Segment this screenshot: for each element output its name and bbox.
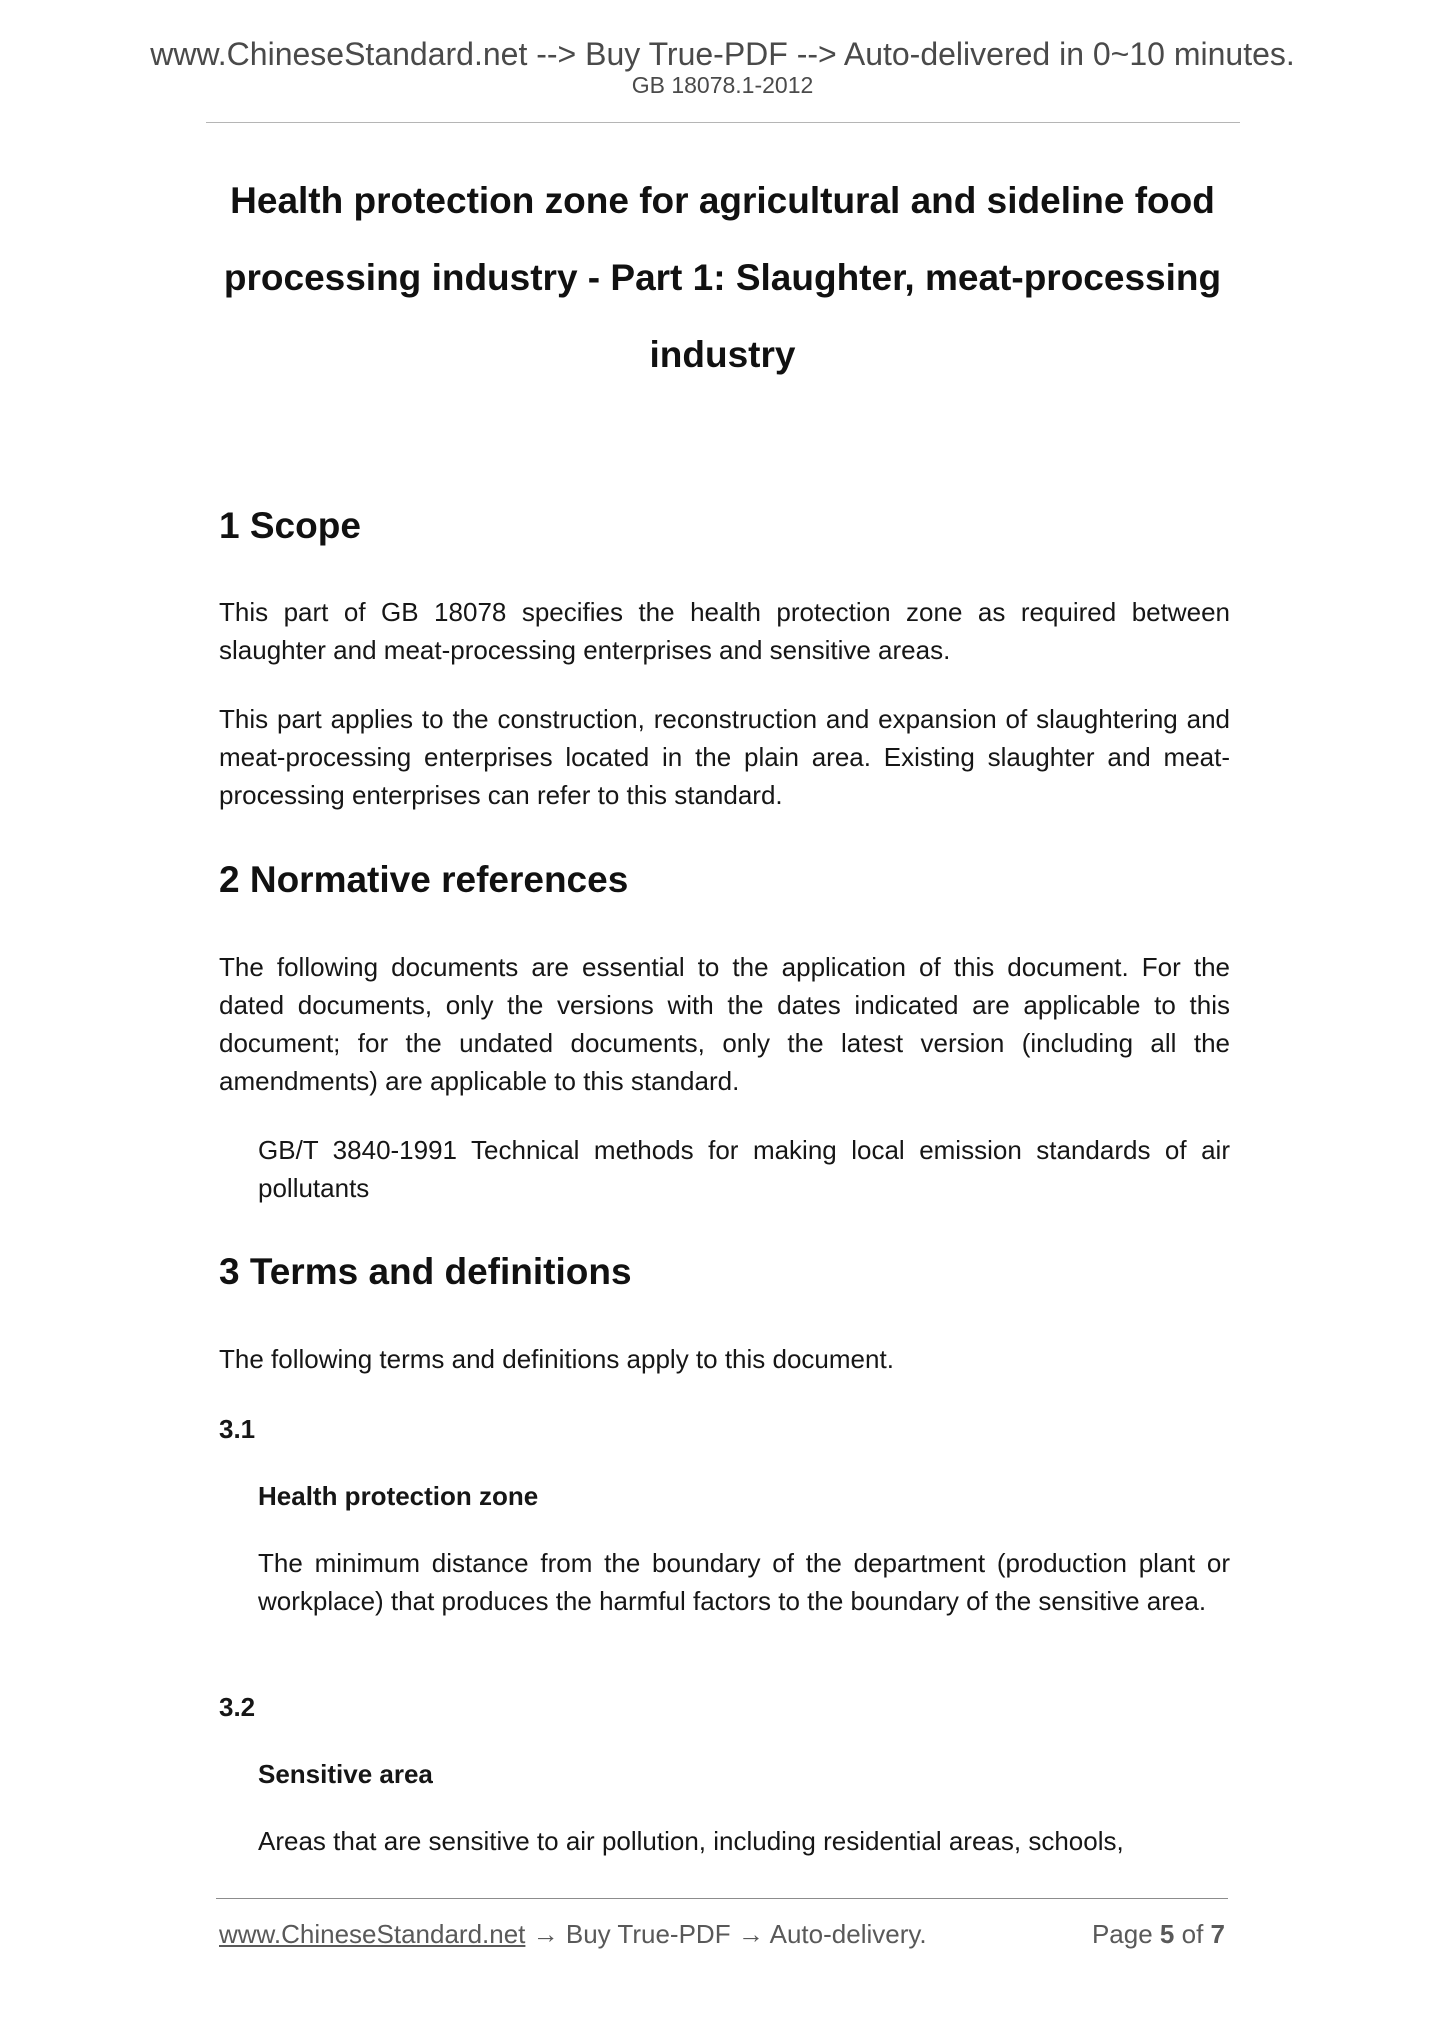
arrow-icon: → xyxy=(737,1919,764,1949)
clause-number-3-2: 3.2 xyxy=(219,1692,256,1722)
reference-item: GB/T 3840-1991 Technical methods for making local emission standards of air pollutants xyxy=(258,1135,1230,1203)
term-title-sensitive-area: Sensitive area xyxy=(258,1759,433,1789)
terms-intro: The following terms and definitions apply to this document. xyxy=(219,1344,894,1374)
page-of-label: of xyxy=(1181,1919,1204,1949)
footer-site-link[interactable]: www.ChineseStandard.net xyxy=(219,1919,526,1949)
term-definition-sensitive-area: Areas that are sensitive to air pollution, including residential areas, schools, xyxy=(258,1826,1124,1856)
page-current: 5 xyxy=(1159,1919,1175,1949)
page-indicator xyxy=(1092,1918,1225,1950)
page-total: 7 xyxy=(1210,1919,1225,1949)
scope-paragraph-2: This part applies to the construction, reconstruction and expansion of slaughtering and meat-processing enterprises located in the plain area. Existing slaughter and meat-processing enterprises can refer to this standard. xyxy=(219,704,1230,810)
footer-delivery-text: Auto-delivery. xyxy=(769,1919,927,1949)
section-heading-terms: 3 Terms and definitions xyxy=(219,1251,632,1292)
section-heading-normative-references: 2 Normative references xyxy=(219,859,629,900)
header-divider xyxy=(206,122,1240,123)
footer-divider xyxy=(216,1898,1228,1899)
references-intro: The following documents are essential to the application of this document. For the dated documents, only the versions with the dates indicated are applicable to this document; for the undated documents, only the latest version (including all the amendments) are applicable to this standard. xyxy=(219,952,1230,1096)
arrow-icon: → xyxy=(532,1919,559,1949)
scope-paragraph-1: This part of GB 18078 specifies the health protection zone as required between slaughter and meat-processing enterprises and sensitive areas. xyxy=(219,597,1230,665)
top-banner: www.ChineseStandard.net --> Buy True-PDF --> Auto-delivered in 0~10 minutes. xyxy=(150,36,1295,72)
page-title: Health protection zone for agricultural and sideline food processing industry - Part 1: Slaughter, meat-processing industry xyxy=(223,180,1222,375)
footer-promo xyxy=(219,1918,927,1950)
document-code: GB 18078.1-2012 xyxy=(631,72,814,98)
clause-number-3-1: 3.1 xyxy=(219,1414,256,1444)
page-label: Page xyxy=(1091,1919,1153,1949)
footer-buy-text: Buy True-PDF xyxy=(565,1919,731,1949)
section-heading-scope: 1 Scope xyxy=(219,505,361,546)
term-definition-health-protection-zone: The minimum distance from the boundary of the department (production plant or workplace) that produces the harmful factors to the boundary of the sensitive area. xyxy=(258,1548,1230,1616)
term-title-health-protection-zone: Health protection zone xyxy=(258,1481,539,1511)
